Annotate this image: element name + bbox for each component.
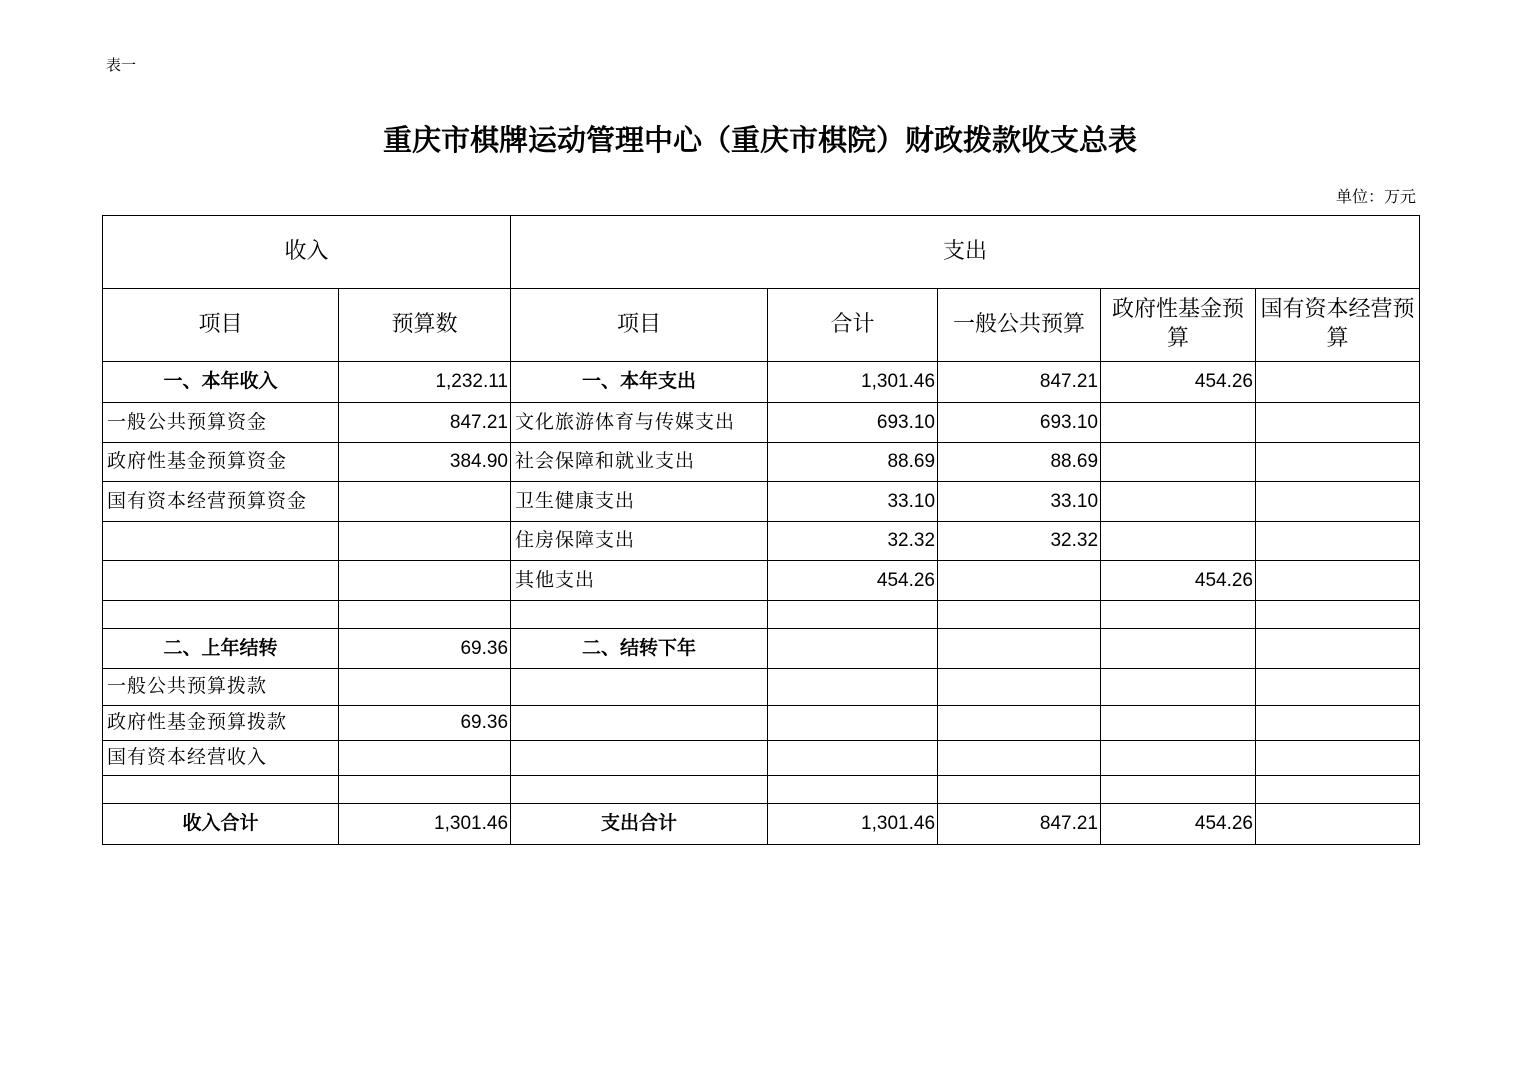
table-row	[103, 403, 1420, 443]
table-row	[103, 522, 1420, 561]
income-value-cell	[339, 741, 511, 776]
income-value-cell: 69.36	[339, 629, 511, 669]
gov-fund-header: 政府性基金预算	[1101, 289, 1256, 362]
expense-item-cell: 二、结转下年	[511, 629, 768, 669]
state-capital-cell	[1256, 443, 1420, 482]
income-value-cell	[339, 776, 511, 804]
income-value-cell	[339, 669, 511, 706]
state-capital-cell	[1256, 629, 1420, 669]
income-value-cell: 847.21	[339, 403, 511, 443]
income-value-cell	[339, 561, 511, 601]
income-item-cell	[103, 601, 339, 629]
income-item-cell: 国有资本经营预算资金	[103, 482, 339, 522]
income-item-header: 项目	[103, 289, 339, 362]
income-value-cell: 1,301.46	[339, 804, 511, 845]
income-item-cell: 二、上年结转	[103, 629, 339, 669]
total-cell: 32.32	[768, 522, 938, 561]
general-public-cell: 88.69	[938, 443, 1101, 482]
total-cell	[768, 601, 938, 629]
income-value-cell: 384.90	[339, 443, 511, 482]
state-capital-cell	[1256, 403, 1420, 443]
income-item-cell: 收入合计	[103, 804, 339, 845]
total-cell	[768, 629, 938, 669]
general-public-cell	[938, 741, 1101, 776]
gov-fund-cell	[1101, 629, 1256, 669]
expense-header: 支出	[511, 216, 1420, 289]
total-cell	[768, 741, 938, 776]
expense-item-cell: 卫生健康支出	[511, 482, 768, 522]
expense-item-cell	[511, 741, 768, 776]
gov-fund-cell	[1101, 403, 1256, 443]
table-row	[103, 362, 1420, 403]
general-public-cell	[938, 601, 1101, 629]
general-public-cell: 33.10	[938, 482, 1101, 522]
expense-item-header: 项目	[511, 289, 768, 362]
total-cell	[768, 776, 938, 804]
total-cell	[768, 706, 938, 741]
state-capital-cell	[1256, 482, 1420, 522]
table-row	[103, 443, 1420, 482]
total-header: 合计	[768, 289, 938, 362]
income-item-cell	[103, 522, 339, 561]
gov-fund-cell	[1101, 706, 1256, 741]
gov-fund-cell: 454.26	[1101, 362, 1256, 403]
expense-item-cell: 其他支出	[511, 561, 768, 601]
income-value-cell	[339, 601, 511, 629]
total-cell: 693.10	[768, 403, 938, 443]
total-cell: 1,301.46	[768, 804, 938, 845]
income-value-cell: 69.36	[339, 706, 511, 741]
general-public-cell: 847.21	[938, 362, 1101, 403]
total-cell: 454.26	[768, 561, 938, 601]
income-item-cell	[103, 561, 339, 601]
income-item-cell	[103, 776, 339, 804]
expense-item-cell: 文化旅游体育与传媒支出	[511, 403, 768, 443]
state-capital-cell	[1256, 706, 1420, 741]
gov-fund-cell: 454.26	[1101, 561, 1256, 601]
expense-item-cell: 支出合计	[511, 804, 768, 845]
income-item-cell: 一般公共预算资金	[103, 403, 339, 443]
expense-item-cell	[511, 776, 768, 804]
gov-fund-cell: 454.26	[1101, 804, 1256, 845]
table-row	[103, 629, 1420, 669]
state-capital-cell	[1256, 362, 1420, 403]
gov-fund-cell	[1101, 741, 1256, 776]
income-item-cell: 一、本年收入	[103, 362, 339, 403]
general-public-cell: 32.32	[938, 522, 1101, 561]
gov-fund-cell	[1101, 669, 1256, 706]
general-public-cell	[938, 669, 1101, 706]
state-capital-cell	[1256, 561, 1420, 601]
state-capital-header: 国有资本经营预算	[1256, 289, 1420, 362]
income-item-cell: 国有资本经营收入	[103, 741, 339, 776]
expense-item-cell: 住房保障支出	[511, 522, 768, 561]
total-cell: 33.10	[768, 482, 938, 522]
budget-amount-header: 预算数	[339, 289, 511, 362]
gov-fund-cell	[1101, 776, 1256, 804]
income-value-cell	[339, 482, 511, 522]
income-item-cell: 政府性基金预算资金	[103, 443, 339, 482]
table-row	[103, 804, 1420, 845]
gov-fund-cell	[1101, 522, 1256, 561]
income-item-cell: 政府性基金预算拨款	[103, 706, 339, 741]
header-row-2	[103, 289, 1420, 362]
general-public-header: 一般公共预算	[938, 289, 1101, 362]
expense-item-cell: 社会保障和就业支出	[511, 443, 768, 482]
table-row	[103, 601, 1420, 629]
gov-fund-cell	[1101, 443, 1256, 482]
expense-item-cell	[511, 669, 768, 706]
table-row	[103, 561, 1420, 601]
table-row	[103, 706, 1420, 741]
table-row	[103, 482, 1420, 522]
general-public-cell: 693.10	[938, 403, 1101, 443]
income-item-cell: 一般公共预算拨款	[103, 669, 339, 706]
income-value-cell: 1,232.11	[339, 362, 511, 403]
table-number: 表一	[106, 56, 137, 74]
income-value-cell	[339, 522, 511, 561]
budget-table	[102, 215, 1420, 845]
expense-item-cell	[511, 601, 768, 629]
table-row	[103, 741, 1420, 776]
state-capital-cell	[1256, 741, 1420, 776]
total-cell: 88.69	[768, 443, 938, 482]
gov-fund-cell	[1101, 482, 1256, 522]
table-row	[103, 669, 1420, 706]
general-public-cell	[938, 706, 1101, 741]
state-capital-cell	[1256, 522, 1420, 561]
gov-fund-cell	[1101, 601, 1256, 629]
state-capital-cell	[1256, 601, 1420, 629]
general-public-cell: 847.21	[938, 804, 1101, 845]
state-capital-cell	[1256, 776, 1420, 804]
total-cell: 1,301.46	[768, 362, 938, 403]
expense-item-cell	[511, 706, 768, 741]
unit-label: 单位：万元	[1335, 187, 1416, 206]
page-title: 重庆市棋牌运动管理中心（重庆市棋院）财政拨款收支总表	[382, 123, 1137, 157]
income-header: 收入	[103, 216, 511, 289]
state-capital-cell	[1256, 669, 1420, 706]
expense-item-cell: 一、本年支出	[511, 362, 768, 403]
table-body	[103, 362, 1420, 845]
general-public-cell	[938, 776, 1101, 804]
general-public-cell	[938, 561, 1101, 601]
state-capital-cell	[1256, 804, 1420, 845]
table-row	[103, 776, 1420, 804]
total-cell	[768, 669, 938, 706]
header-row-1	[103, 216, 1420, 289]
general-public-cell	[938, 629, 1101, 669]
